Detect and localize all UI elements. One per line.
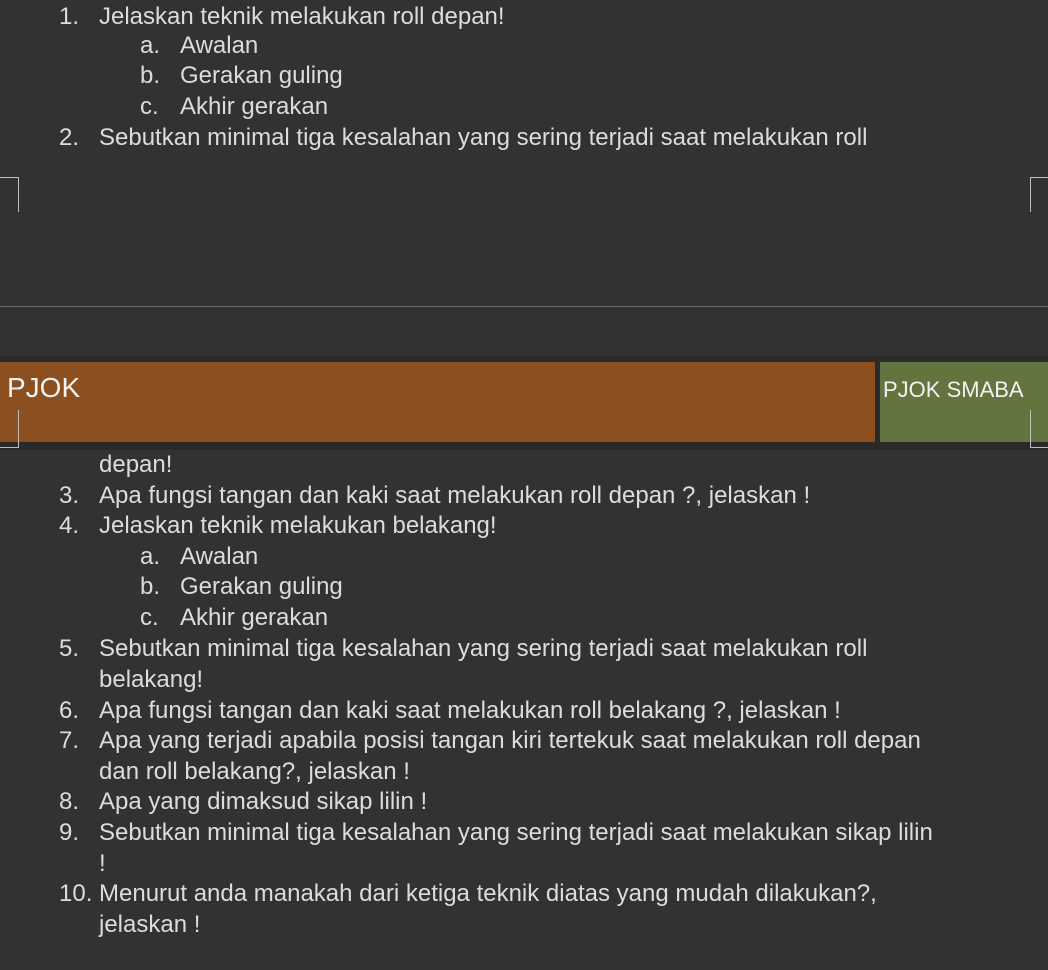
question-9-number: 9. bbox=[59, 819, 80, 846]
question-2-continuation: depan! bbox=[99, 451, 173, 478]
question-10-continuation: jelaskan ! bbox=[99, 911, 201, 938]
question-3-text: Apa fungsi tangan dan kaki saat melakukan roll depan ?, jelaskan ! bbox=[99, 482, 811, 509]
crop-mark-top-left bbox=[0, 177, 19, 212]
question-10-text: Menurut anda manakah dari ketiga teknik diatas yang mudah dilakukan?, bbox=[99, 880, 877, 907]
question-6-text: Apa fungsi tangan dan kaki saat melakukan roll belakang ?, jelaskan ! bbox=[99, 697, 841, 724]
question-4b-text: Gerakan guling bbox=[180, 573, 343, 600]
question-1a-letter: a. bbox=[140, 32, 161, 59]
header-left-block bbox=[0, 362, 875, 442]
question-2-number: 2. bbox=[59, 124, 80, 151]
question-4b-letter: b. bbox=[140, 573, 161, 600]
crop-mark-bottom-right bbox=[1030, 410, 1048, 448]
question-4-text: Jelaskan teknik melakukan belakang! bbox=[99, 512, 497, 539]
question-4c-letter: c. bbox=[140, 604, 159, 631]
question-9-text: Sebutkan minimal tiga kesalahan yang sering terjadi saat melakukan sikap lilin bbox=[99, 819, 933, 846]
header-title: PJOK bbox=[7, 372, 81, 403]
question-7-number: 7. bbox=[59, 727, 80, 754]
question-10-number: 10. bbox=[59, 880, 93, 907]
question-1b-text: Gerakan guling bbox=[180, 62, 343, 89]
crop-mark-bottom-left bbox=[0, 410, 19, 448]
question-1c-text: Akhir gerakan bbox=[180, 93, 329, 120]
question-8-number: 8. bbox=[59, 788, 80, 815]
question-4c-text: Akhir gerakan bbox=[180, 604, 329, 631]
page-footer-divider bbox=[0, 306, 1048, 307]
question-1-text: Jelaskan teknik melakukan roll depan! bbox=[99, 3, 505, 30]
question-5-continuation: belakang! bbox=[99, 666, 204, 693]
question-7-continuation: dan roll belakang?, jelaskan ! bbox=[99, 758, 410, 785]
question-3-number: 3. bbox=[59, 482, 80, 509]
question-8-text: Apa yang dimaksud sikap lilin ! bbox=[99, 788, 428, 815]
question-1c-letter: c. bbox=[140, 93, 159, 120]
question-5-text: Sebutkan minimal tiga kesalahan yang sering terjadi saat melakukan roll bbox=[99, 635, 868, 662]
question-4a-letter: a. bbox=[140, 543, 161, 570]
crop-mark-top-right bbox=[1030, 177, 1048, 212]
question-5-number: 5. bbox=[59, 635, 80, 662]
question-1b-letter: b. bbox=[140, 62, 161, 89]
question-4-number: 4. bbox=[59, 512, 80, 539]
question-1a-text: Awalan bbox=[180, 32, 259, 59]
header-subtitle: PJOK SMABA bbox=[883, 377, 1024, 402]
question-2-text: Sebutkan minimal tiga kesalahan yang sering terjadi saat melakukan roll bbox=[99, 124, 868, 151]
question-7-text: Apa yang terjadi apabila posisi tangan kiri tertekuk saat melakukan roll depan bbox=[99, 727, 921, 754]
question-4a-text: Awalan bbox=[180, 543, 259, 570]
question-9-continuation: ! bbox=[99, 850, 106, 877]
question-1-number: 1. bbox=[59, 3, 80, 30]
question-6-number: 6. bbox=[59, 697, 80, 724]
